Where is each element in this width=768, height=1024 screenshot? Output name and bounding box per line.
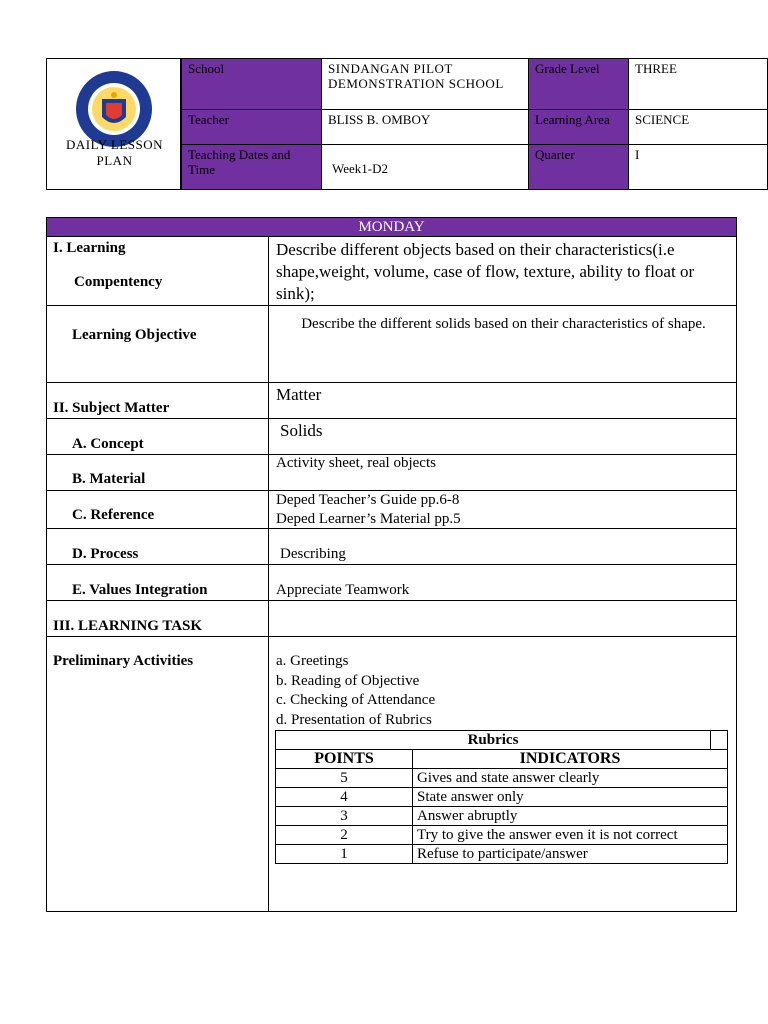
prelim-item: a. Greetings: [276, 653, 349, 669]
material-value: Activity sheet, real objects: [276, 455, 436, 471]
reference-label: C. Reference: [72, 507, 155, 523]
grade-value: THREE: [635, 61, 677, 76]
quarter-label-cell: [528, 144, 629, 190]
quarter-value: I: [635, 147, 640, 162]
prelim-item: c. Checking of Attendance: [276, 692, 436, 708]
rubric-indicator: Gives and state answer clearly: [413, 769, 728, 788]
rubric-points: 1: [276, 845, 413, 864]
competency-label: Compentency: [74, 274, 163, 290]
day-label: MONDAY: [358, 219, 425, 235]
school-label: School: [188, 61, 225, 76]
dates-value: Week1-D2: [332, 161, 388, 176]
grade-label-cell: [528, 58, 629, 110]
area-value: SCIENCE: [635, 112, 690, 127]
reference-line-1: Deped Teacher’s Guide pp.6-8: [276, 492, 460, 508]
rubric-indicator: Answer abruptly: [413, 807, 728, 826]
rubric-points: 3: [276, 807, 413, 826]
process-row: [46, 529, 737, 565]
objective-text: Describe the different solids based on their characteristics of shape.: [301, 316, 706, 332]
table-row: [276, 788, 728, 807]
header-logo-cell: [46, 58, 181, 190]
process-value: Describing: [280, 546, 346, 562]
competency-text: Describe different objects based on their characteristics(i.e shape,weight, volume, case of flow, texture, ability to float or sink);: [276, 240, 695, 303]
school-value-cell: [321, 58, 529, 110]
table-row: [276, 769, 728, 788]
school-value: SINDANGAN PILOT DEMONSTRATION SCHOOL: [328, 61, 504, 91]
rubric-points: 2: [276, 826, 413, 845]
objective-label: Learning Objective: [72, 327, 197, 343]
table-row: [276, 826, 728, 845]
reference-value: [276, 491, 461, 529]
rubrics-title-spacer: [711, 731, 728, 750]
concept-label: A. Concept: [72, 436, 144, 452]
table-row: [276, 807, 728, 826]
process-label: D. Process: [72, 546, 139, 562]
values-value: Appreciate Teamwork: [276, 582, 410, 598]
reference-line-2: Deped Learner’s Material pp.5: [276, 511, 461, 527]
table-row: [276, 845, 728, 864]
rubric-indicator: Refuse to participate/answer: [413, 845, 728, 864]
concept-row: [46, 419, 737, 455]
subject-value: Matter: [276, 385, 322, 404]
prelim-item: b. Reading of Objective: [276, 672, 420, 689]
day-header: [46, 217, 737, 237]
rubrics-title: Rubrics: [276, 731, 711, 750]
grade-label: Grade Level: [535, 61, 600, 76]
preliminary-list: [276, 652, 435, 730]
rubric-points: 5: [276, 769, 413, 788]
teacher-value: BLISS B. OMBOY: [328, 112, 431, 127]
preliminary-label: Preliminary Activities: [53, 653, 194, 669]
learning-task-label: III. LEARNING TASK: [53, 618, 203, 634]
rubrics-table: [275, 730, 728, 864]
school-label-cell: [181, 58, 322, 110]
rubric-indicator: State answer only: [413, 788, 728, 807]
values-label: E. Values Integration: [72, 582, 208, 598]
rubrics-col-points: POINTS: [276, 750, 413, 769]
dates-value-cell: [321, 144, 529, 190]
learning-label: I. Learning: [53, 240, 126, 256]
concept-value: Solids: [280, 421, 323, 440]
prelim-item: d. Presentation of Rubrics: [276, 711, 432, 728]
rubrics-col-indicators: INDICATORS: [413, 750, 728, 769]
dates-label: Teaching Dates and Time: [188, 147, 291, 177]
quarter-value-cell: [628, 144, 768, 190]
column-divider: [268, 237, 269, 912]
dates-label-cell: [181, 144, 322, 190]
area-label-cell: [528, 109, 629, 145]
teacher-label: Teacher: [188, 112, 229, 127]
area-value-cell: [628, 109, 768, 145]
grade-value-cell: [628, 58, 768, 110]
quarter-label: Quarter: [535, 147, 575, 162]
subject-label: II. Subject Matter: [53, 400, 170, 416]
material-label: B. Material: [72, 471, 146, 487]
rubric-indicator: Try to give the answer even it is not correct: [413, 826, 728, 845]
rubric-points: 4: [276, 788, 413, 807]
area-label: Learning Area: [535, 112, 610, 127]
document-title: DAILY LESSON PLAN: [65, 137, 164, 168]
teacher-label-cell: [181, 109, 322, 145]
teacher-value-cell: [321, 109, 529, 145]
